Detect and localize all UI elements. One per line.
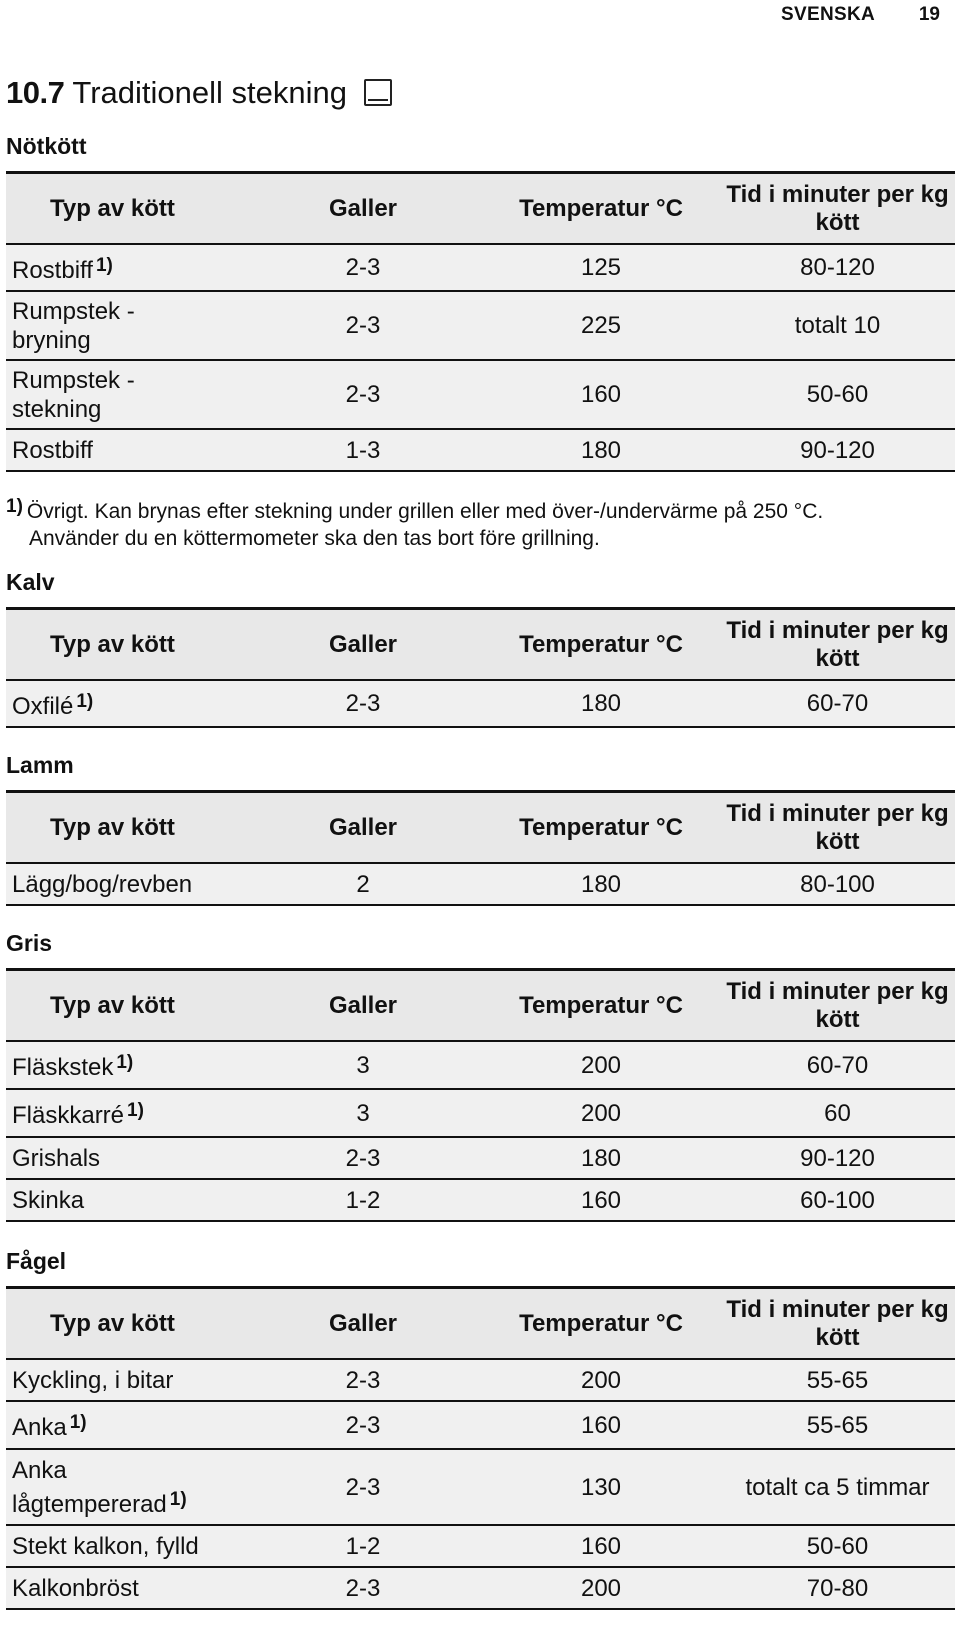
- table-row: [6, 1090, 955, 1138]
- meat-type: Kalkonbröst: [12, 1574, 139, 1602]
- footnote-line-2: Använder du en köttermometer ska den tas bort före grillning.: [29, 527, 600, 550]
- shelf-value: 3: [356, 1099, 370, 1127]
- meat-type: Anka: [12, 1414, 67, 1441]
- temperature-value: 225: [580, 312, 622, 339]
- temperature-value: 125: [580, 254, 622, 281]
- time-value: 80-100: [800, 870, 875, 898]
- meat-type: Rumpstek - bryning: [12, 297, 135, 354]
- shelf-value: 2-3: [345, 381, 381, 408]
- table-row: [6, 1450, 955, 1526]
- temperature-value: 180: [580, 870, 622, 898]
- time-value: 55-65: [806, 1411, 869, 1439]
- category-heading: Fågel: [6, 1248, 67, 1274]
- shelf-value: 1-3: [345, 436, 381, 464]
- table-row: [6, 1568, 955, 1610]
- table-lamm: [6, 790, 955, 906]
- shelf-value: 2: [356, 870, 370, 898]
- col-type-header: Typ av kött: [50, 991, 175, 1019]
- page-title: [6, 73, 392, 113]
- time-value: 60-100: [800, 1186, 875, 1214]
- temperature-value: 160: [580, 1411, 622, 1439]
- shelf-value: 2-3: [345, 1411, 381, 1439]
- temperature-value: 200: [580, 1099, 622, 1127]
- shelf-value: 2-3: [345, 312, 381, 339]
- table-header: [6, 174, 955, 245]
- footnote-ref: 1): [127, 1100, 144, 1121]
- footnote: [6, 493, 823, 552]
- col-type-header: Typ av kött: [50, 813, 175, 841]
- footnote-ref: 1): [69, 1412, 87, 1433]
- time-value: 90-120: [800, 1144, 875, 1172]
- page-header: [0, 4, 940, 26]
- table-row: [6, 1138, 955, 1180]
- meat-type: Oxfilé: [12, 692, 74, 720]
- col-time-header: Tid i minuter per kg kött: [726, 180, 949, 236]
- table-header: [6, 610, 955, 681]
- shelf-value: 1-2: [345, 1186, 381, 1214]
- temperature-value: 200: [580, 1051, 622, 1079]
- meat-type: Grishals: [12, 1144, 101, 1172]
- col-time-header: Tid i minuter per kg kött: [726, 616, 949, 672]
- time-value: 60-70: [806, 1051, 869, 1079]
- temperature-value: 180: [580, 690, 622, 717]
- table-row: [6, 864, 955, 906]
- meat-type: Anka lågtempererad: [12, 1456, 167, 1518]
- footnote-ref: 1): [116, 1052, 134, 1073]
- col-type-header: Typ av kött: [50, 194, 175, 222]
- shelf-value: 3: [356, 1051, 370, 1079]
- col-type-header: Typ av kött: [50, 1309, 175, 1337]
- category-heading: Kalv: [6, 569, 55, 595]
- col-temperature-header: Temperatur °C: [519, 1309, 683, 1337]
- oven-bottom-heat-icon: [364, 79, 392, 106]
- table-header: [6, 971, 955, 1042]
- time-value: 55-65: [806, 1366, 869, 1394]
- meat-type: Kyckling, i bitar: [12, 1366, 174, 1394]
- time-value: 50-60: [806, 1532, 869, 1560]
- temperature-value: 200: [580, 1574, 622, 1602]
- table-header: [6, 793, 955, 864]
- col-temperature-header: Temperatur °C: [519, 630, 683, 658]
- table-row: [6, 1042, 955, 1090]
- temperature-value: 160: [580, 1186, 622, 1214]
- temperature-value: 160: [580, 1532, 622, 1560]
- category-heading: Gris: [6, 930, 53, 956]
- temperature-value: 130: [580, 1473, 622, 1501]
- meat-type: Stekt kalkon, fylld: [12, 1532, 199, 1560]
- category-heading: Nötkött: [6, 133, 87, 159]
- meat-type: Rumpstek - stekning: [12, 366, 135, 423]
- time-value: 70-80: [806, 1574, 869, 1602]
- table-row: [6, 430, 955, 472]
- shelf-value: 1-2: [345, 1532, 381, 1560]
- col-time-header: Tid i minuter per kg kött: [726, 1295, 949, 1351]
- category-heading: Lamm: [6, 752, 74, 778]
- table-row: [6, 292, 955, 361]
- temperature-value: 200: [580, 1366, 622, 1394]
- shelf-value: 2-3: [345, 1144, 381, 1172]
- shelf-value: 2-3: [345, 254, 381, 281]
- table-row: [6, 681, 955, 728]
- time-value: totalt 10: [794, 312, 881, 339]
- page-number: 19: [918, 4, 940, 25]
- footnote-ref: 1): [95, 254, 113, 276]
- time-value: 50-60: [806, 381, 869, 408]
- footnote-line-1: Övrigt. Kan brynas efter stekning under grillen eller med över-/undervärme på 250 °C.: [26, 500, 824, 523]
- time-value: 60-70: [806, 690, 869, 717]
- col-type-header: Typ av kött: [50, 630, 175, 658]
- meat-type: Fläskkarré: [12, 1102, 125, 1129]
- shelf-value: 2-3: [345, 1473, 381, 1501]
- col-time-header: Tid i minuter per kg kött: [726, 977, 949, 1033]
- time-value: 60: [824, 1099, 851, 1127]
- col-shelf-header: Galler: [328, 813, 398, 841]
- table-row: [6, 1180, 955, 1222]
- col-time-header: Tid i minuter per kg kött: [726, 799, 949, 855]
- time-value: 80-120: [800, 254, 875, 281]
- temperature-value: 180: [580, 1144, 622, 1172]
- table-row: [6, 1360, 955, 1402]
- table-row: [6, 1526, 955, 1568]
- section-title: Traditionell stekning: [72, 75, 347, 110]
- table-row: [6, 245, 955, 292]
- table-gris: [6, 968, 955, 1222]
- meat-type: Rostbiff: [12, 256, 93, 284]
- col-shelf-header: Galler: [328, 194, 398, 222]
- footnote-ref: 1): [169, 1488, 187, 1510]
- table-fagel: [6, 1286, 955, 1610]
- shelf-value: 2-3: [345, 1366, 381, 1394]
- col-shelf-header: Galler: [328, 991, 398, 1019]
- meat-type: Lägg/bog/revben: [12, 870, 193, 898]
- col-temperature-header: Temperatur °C: [519, 813, 683, 841]
- table-kalv: [6, 607, 955, 728]
- meat-type: Fläskstek: [12, 1054, 114, 1081]
- temperature-value: 160: [580, 381, 622, 408]
- footnote-ref: 1): [76, 690, 94, 712]
- col-temperature-header: Temperatur °C: [519, 991, 683, 1019]
- footnote-marker: 1): [6, 496, 23, 517]
- col-shelf-header: Galler: [328, 1309, 398, 1337]
- table-header: [6, 1289, 955, 1360]
- time-value: totalt ca 5 timmar: [745, 1473, 930, 1501]
- temperature-value: 180: [580, 436, 622, 464]
- col-temperature-header: Temperatur °C: [519, 194, 683, 222]
- header-language: SVENSKA: [781, 4, 875, 25]
- section-number: 10.7: [6, 75, 65, 110]
- shelf-value: 2-3: [345, 1574, 381, 1602]
- shelf-value: 2-3: [345, 690, 381, 717]
- meat-type: Rostbiff: [12, 436, 93, 464]
- table-row: [6, 1402, 955, 1450]
- table-row: [6, 361, 955, 430]
- table-notkott: [6, 171, 955, 472]
- col-shelf-header: Galler: [328, 630, 398, 658]
- time-value: 90-120: [800, 436, 875, 464]
- meat-type: Skinka: [12, 1186, 85, 1214]
